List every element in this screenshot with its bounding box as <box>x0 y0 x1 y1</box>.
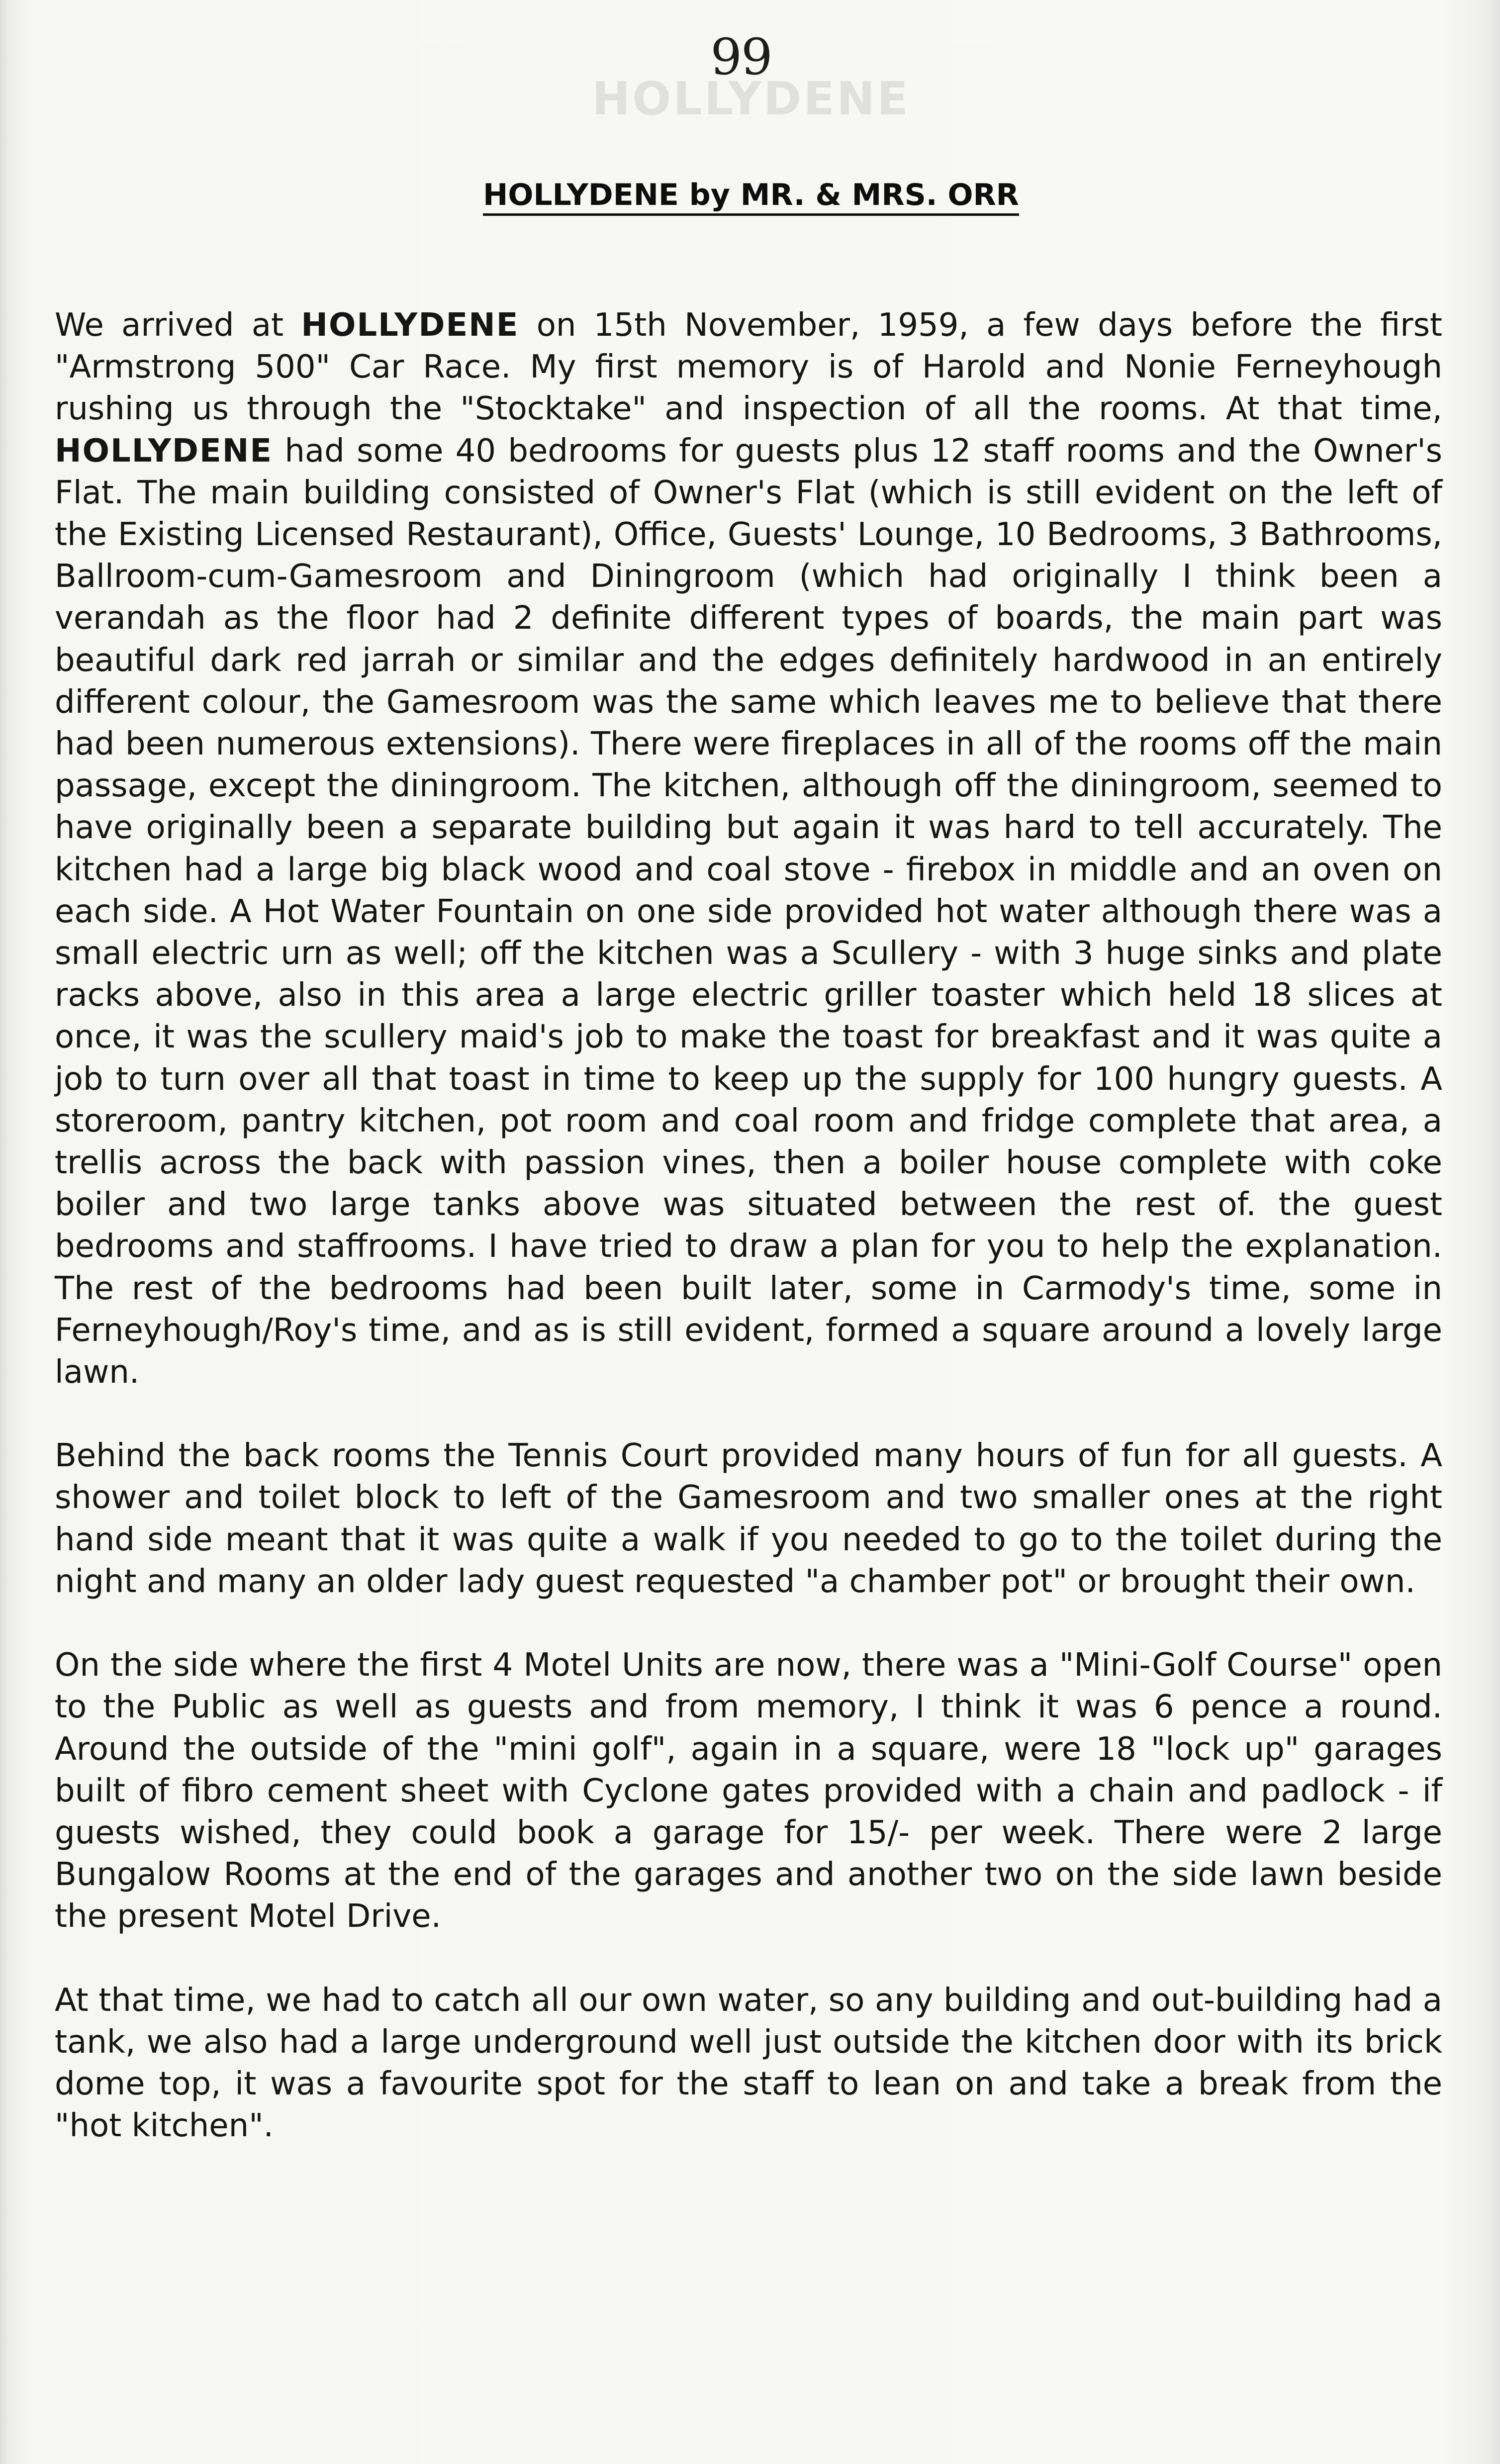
paragraph-2: Behind the back rooms the Tennis Court provided many hours of fun for all guests. A shower and toilet block to left of the Gamesroom and two smaller ones at the right hand side meant that it was quite a walk if you needed to go to the toilet during the night and many an older lady guest requested "a chamber pot" or brought their own. <box>55 1437 1442 1600</box>
article-body <box>55 304 1442 2188</box>
paragraph-1-bold-2: HOLLYDENE <box>55 432 273 470</box>
article-title-text: HOLLYDENE by MR. & MRS. ORR <box>483 178 1019 216</box>
paragraph-1-part-3: had some 40 bedrooms for guests plus 12 staff rooms and the Owner's Flat. The main building consisted of Owner's Flat (which is still evident on the left of the Existing Licensed Restaurant), Office, Guests' Lounge, 10 Bedrooms, 3 Bathrooms, Ballroom-cum-Gamesroom and Diningroom (which had originally I think been a verandah as the floor had 2 definite different types of boards, the main part was beautiful dark red jarrah or similar and the edges definitely hardwood in an entirely different colour, the Gamesroom was the same which leaves me to believe that there had been numerous extensions). There were fireplaces in all of the rooms off the main passage, except the diningroom. The kitchen, although off the diningroom, seemed to have originally been a separate building but again it was hard to tell accurately. The kitchen had a large big black wood and coal stove - firebox in middle and an oven on each side. A Hot Water Fountain on one side provided hot water although there was a small electric urn as well; off the kitchen was a Scullery - with 3 huge sinks and plate racks above, also in this area a large electric griller toaster which held 18 slices at once, it was the scullery maid's job to make the toast for breakfast and it was quite a job to turn over all that toast in time to keep up the supply for 100 hungry guests. A storeroom, pantry kitchen, pot room and coal room and fridge complete that area, a trellis across the back with passion vines, then a boiler house complete with coke boiler and two large tanks above was situated between the rest of. the guest bedrooms and staffrooms. I have tried to draw a plan for you to help the explanation. The rest of the bedrooms had been built later, some in Carmody's time, some in Ferneyhough/Roy's time, and as is still evident, formed a square around a lovely large lawn. <box>55 432 1442 1391</box>
article-title <box>428 175 1074 215</box>
paragraph-3: On the side where the first 4 Motel Units are now, there was a "Mini-Golf Course" open to the Public as well as guests and from memory, I think it was 6 pence a round. Around the outside of the "mini golf", again in a square, were 18 "lock up" garages built of fibro cement sheet with Cyclone gates provided with a chain and padlock - if guests wished, they could book a garage for 15/- per week. There were 2 large Bungalow Rooms at the end of the garages and another two on the side lawn beside the present Motel Drive. <box>55 1647 1442 1935</box>
bleed-through-heading: HOLLYDENE <box>592 72 910 125</box>
paragraph-1-bold-1: HOLLYDENE <box>301 307 519 344</box>
paragraph-1 <box>55 304 1442 1393</box>
paragraph-1-part-2: on 15th November, 1959, a few days before the first "Armstrong 500" Car Race. My first memory is of Harold and Nonie Ferneyhough rushing us through the "Stocktake" and inspection of all the rooms. At that time, <box>55 307 1443 428</box>
paragraph-4: At that time, we had to catch all our own water, so any building and out-building had a tank, we also had a large underground well just outside the kitchen door with its brick dome top, it was a favourite spot for the staff to lean on and take a break from the "hot kitchen". <box>55 1982 1442 2145</box>
page-number: 99 <box>710 28 772 86</box>
paragraph-1-part-1: We arrived at <box>55 307 301 344</box>
